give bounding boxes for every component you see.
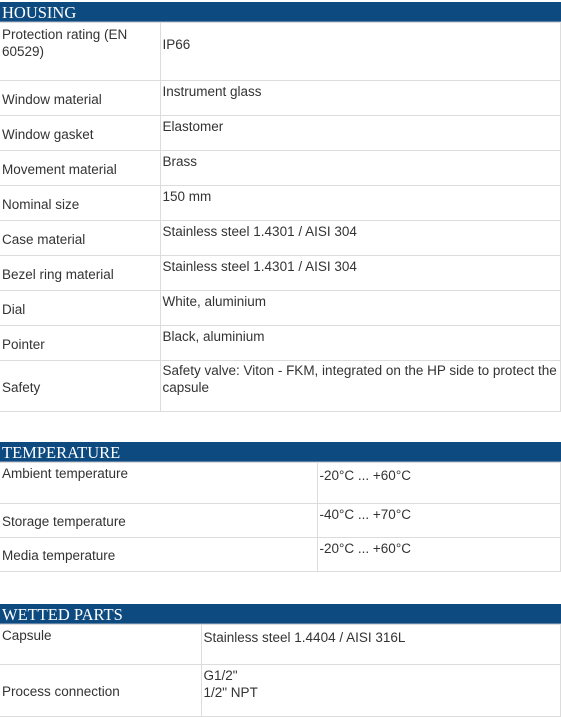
table-row xyxy=(0,504,560,538)
spec-label: Window gasket xyxy=(2,127,94,142)
spec-label: Capsule xyxy=(2,628,52,643)
table-row xyxy=(0,151,560,186)
spec-label: Media temperature xyxy=(2,548,116,563)
spec-value: Safety valve: Viton - FKM, integrated on the HP side to protect the capsule xyxy=(162,363,557,395)
table-row xyxy=(0,625,560,665)
housing-table xyxy=(0,22,561,412)
spec-value: Stainless steel 1.4301 / AISI 304 xyxy=(162,259,357,274)
table-row xyxy=(0,463,560,504)
spec-value: Stainless steel 1.4301 / AISI 304 xyxy=(162,224,357,239)
spec-label: Dial xyxy=(2,302,26,317)
spec-value: IP66 xyxy=(162,37,191,52)
spec-label: Movement material xyxy=(2,162,117,177)
spec-value: -40°C ... +70°C xyxy=(319,507,411,522)
spec-label: Nominal size xyxy=(2,197,80,212)
table-row xyxy=(0,116,560,151)
spec-value: Black, aluminium xyxy=(162,329,265,344)
housing-header: HOUSING xyxy=(0,2,561,22)
spec-label: Storage temperature xyxy=(2,514,126,529)
spec-value: Elastomer xyxy=(162,119,224,134)
spec-value: 150 mm xyxy=(162,189,212,204)
spec-label: Protection rating (EN 60529) xyxy=(2,27,128,59)
wetted-parts-header: WETTED PARTS xyxy=(0,604,561,624)
table-row xyxy=(0,23,560,81)
spec-label: Bezel ring material xyxy=(2,267,114,282)
table-row xyxy=(0,81,560,116)
table-row xyxy=(0,326,560,361)
temperature-section xyxy=(0,442,561,572)
spec-label: Process connection xyxy=(2,684,120,699)
spec-value: Stainless steel 1.4404 / AISI 316L xyxy=(203,630,406,645)
table-row xyxy=(0,291,560,326)
table-row xyxy=(0,221,560,256)
temperature-table xyxy=(0,462,561,572)
table-row xyxy=(0,256,560,291)
table-row xyxy=(0,186,560,221)
table-row xyxy=(0,665,560,717)
spec-label: Safety xyxy=(2,380,41,395)
temperature-header: TEMPERATURE xyxy=(0,442,561,462)
spec-label: Case material xyxy=(2,232,86,247)
spec-label: Window material xyxy=(2,92,102,107)
spec-value: -20°C ... +60°C xyxy=(319,468,411,483)
spec-value: -20°C ... +60°C xyxy=(319,541,411,556)
spec-value: White, aluminium xyxy=(162,294,267,309)
spec-value-line-2: 1/2" NPT xyxy=(203,685,258,700)
wetted-parts-section xyxy=(0,604,561,717)
table-row xyxy=(0,538,560,572)
spec-label: Ambient temperature xyxy=(2,466,129,481)
spec-value: Instrument glass xyxy=(162,84,262,99)
housing-section xyxy=(0,2,561,412)
wetted-parts-table xyxy=(0,624,561,717)
spec-label: Pointer xyxy=(2,337,45,352)
spec-value-line-1: G1/2" xyxy=(203,668,238,683)
table-row xyxy=(0,361,560,412)
spec-value: Brass xyxy=(162,154,198,169)
